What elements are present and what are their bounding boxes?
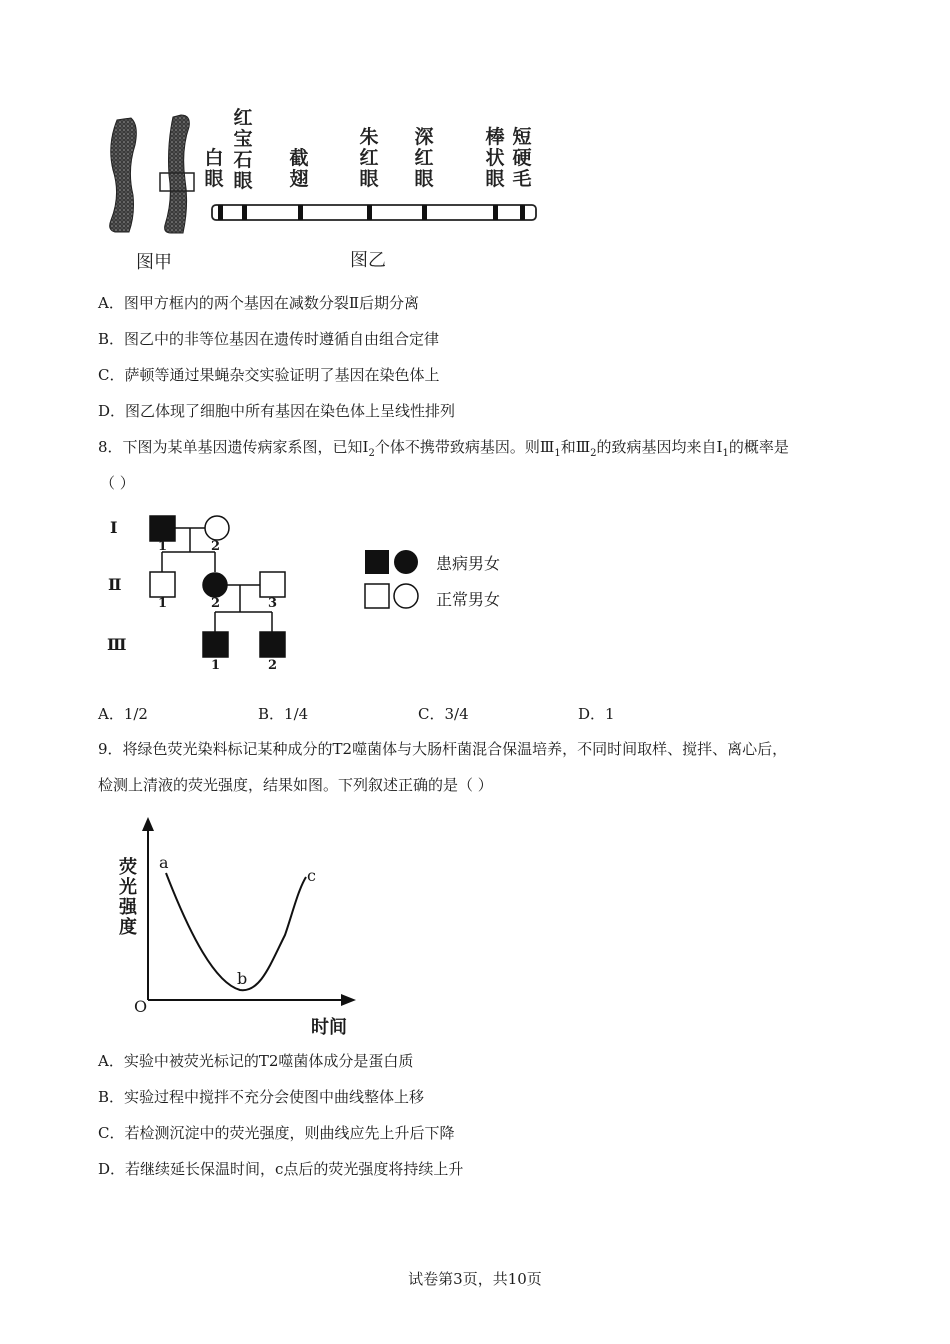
q8-choice-b: B．1/4 <box>258 705 309 723</box>
caption-figure-a: 图甲 <box>136 252 172 273</box>
legend-affected-male <box>365 550 389 574</box>
gene-label-cut-wing: 截翅 <box>289 147 309 190</box>
gene-label-ruby-eye: 红宝石眼 <box>233 107 253 192</box>
graph-point-c: c <box>307 866 316 885</box>
graph-ylabel: 荧光强度 <box>119 857 137 938</box>
generation-label-III: Ⅲ <box>107 635 127 654</box>
gene-label-bar-eye: 棒状眼 <box>485 126 505 190</box>
chromosome-bar <box>212 205 536 220</box>
caption-figure-b: 图乙 <box>350 250 386 271</box>
chromatid-left <box>110 118 137 232</box>
q7-option-a: A．图甲方框内的两个基因在减数分裂Ⅱ后期分离 <box>98 294 420 312</box>
legend-affected-label: 患病男女 <box>436 554 501 573</box>
pedigree-II1-normal-male <box>150 572 175 597</box>
q9-option-c: C．若检测沉淀中的荧光强度，则曲线应先上升后下降 <box>98 1124 455 1142</box>
y-axis-arrow <box>142 817 154 831</box>
q9-stem-line1: 9．将绿色荧光染料标记某种成分的T2噬菌体与大肠杆菌混合保温培养，不同时间取样、搅拌、离心后， <box>98 740 788 758</box>
graph-xlabel: 时间 <box>311 1017 347 1038</box>
id-III1: 1 <box>211 658 221 673</box>
q7-option-d: D．图乙体现了细胞中所有基因在染色体上呈线性排列 <box>98 402 456 420</box>
q9-option-a: A．实验中被荧光标记的T2噬菌体成分是蛋白质 <box>98 1052 414 1070</box>
q8-choice-a: A．1/2 <box>98 705 148 723</box>
pedigree-II3-normal-male <box>260 572 285 597</box>
gene-label-deep-red-eye: 深红眼 <box>414 126 434 190</box>
legend-normal-label: 正常男女 <box>436 590 501 609</box>
graph-point-a: a <box>159 853 169 872</box>
q7-option-b: B．图乙中的非等位基因在遗传时遵循自由组合定律 <box>98 330 440 348</box>
pedigree-III1-affected-male <box>203 632 228 657</box>
pedigree-II2-affected-female <box>203 573 227 597</box>
pedigree-III2-affected-male <box>260 632 285 657</box>
legend-normal-male <box>365 584 389 608</box>
x-axis-arrow <box>341 994 356 1006</box>
legend-affected-female <box>394 550 418 574</box>
q9-option-d: D．若继续延长保温时间，c点后的荧光强度将持续上升 <box>98 1160 464 1178</box>
id-II2: 2 <box>211 596 221 611</box>
q9-stem-line2: 检测上清液的荧光强度，结果如图。下列叙述正确的是（ ） <box>98 776 493 794</box>
id-III2: 2 <box>268 658 278 673</box>
id-II1: 1 <box>158 596 168 611</box>
pedigree-I2-normal-female <box>205 516 229 540</box>
gene-label-vermilion-eye: 朱红眼 <box>359 126 379 190</box>
gene-label-short-bristle: 短硬毛 <box>512 126 532 190</box>
q9-option-b: B．实验过程中搅拌不充分会使图中曲线整体上移 <box>98 1088 425 1106</box>
q8-stem: 8．下图为某单基因遗传病家系图，已知$I_2$个体不携带致病基因。则$Ⅲ_1$和$Ⅲ_2$的致病基因均来自$I_1$的概率是 <box>98 438 789 459</box>
id-I2: 2 <box>211 539 221 554</box>
generation-label-I: I <box>110 518 118 537</box>
pedigree-I1-affected-male <box>150 516 175 541</box>
fluorescence-graph <box>110 815 370 1040</box>
legend-normal-female <box>394 584 418 608</box>
q8-choice-d: D．1 <box>578 705 615 723</box>
q7-option-c: C．萨顿等通过果蝇杂交实验证明了基因在染色体上 <box>98 366 440 384</box>
generation-label-II: Ⅱ <box>108 575 122 594</box>
graph-point-b: b <box>237 969 248 988</box>
chromatid-right <box>165 115 190 233</box>
fluorescence-curve <box>166 873 306 990</box>
page-footer: 试卷第3页，共10页 <box>408 1270 542 1288</box>
id-I1: 1 <box>158 539 168 554</box>
id-II3: 3 <box>268 596 278 611</box>
q8-bracket: （ ） <box>100 474 135 492</box>
gene-label-white-eye: 白眼 <box>204 147 224 190</box>
graph-origin: O <box>134 997 148 1016</box>
q8-choice-c: C．3/4 <box>418 705 469 723</box>
